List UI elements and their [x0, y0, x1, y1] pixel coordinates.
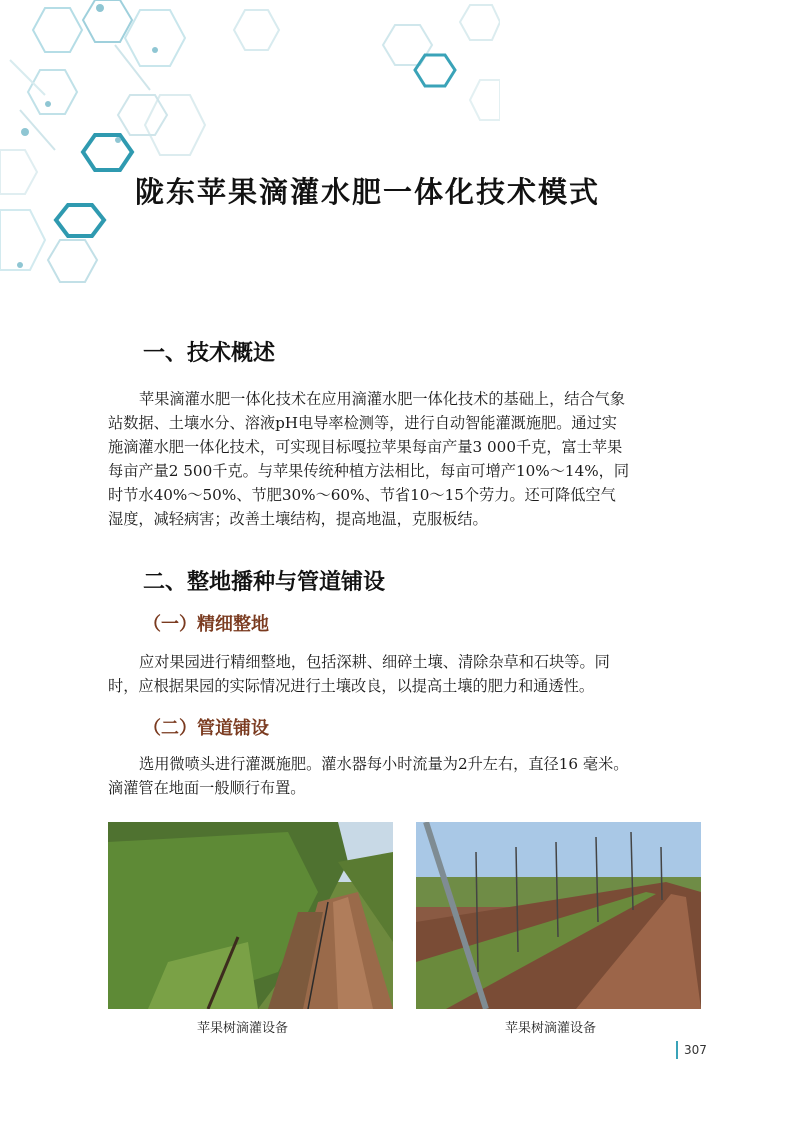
page-title: 陇东苹果滴灌水肥一体化技术模式 — [135, 175, 601, 209]
paragraph-line: 时节水40%～50%、节肥30%～60%、节省10～15个劳力。还可降低空气 — [108, 486, 616, 504]
orchard-drip-photo-1 — [108, 822, 393, 1009]
paragraph-line: 站数据、土壤水分、溶液pH电导率检测等，进行自动智能灌溉施肥。通过实 — [108, 414, 617, 432]
paragraph-line: 时，应根据果园的实际情况进行土壤改良，以提高土壤的肥力和通透性。 — [108, 677, 594, 695]
paragraph-line: 滴灌管在地面一般顺行布置。 — [108, 779, 306, 797]
pipeline-paragraph — [108, 752, 698, 800]
paragraph-line: 每亩产量2 500千克。与苹果传统种植方法相比，每亩可增产10%～14%，同 — [108, 462, 630, 480]
orchard-drip-photo-2 — [416, 822, 701, 1009]
paragraph-line: 施滴灌水肥一体化技术，可实现目标嘎拉苹果每亩产量3 000千克，富士苹果 — [108, 438, 623, 456]
paragraph-line: 应对果园进行精细整地，包括深耕、细碎土壤、清除杂草和石块等。同 — [139, 653, 610, 671]
page-number: 307 — [676, 1041, 707, 1059]
paragraph-line: 苹果滴灌水肥一体化技术在应用滴灌水肥一体化技术的基础上，结合气象 — [139, 390, 625, 408]
figure-caption-2: 苹果树滴灌设备 — [505, 1021, 597, 1036]
section-heading-overview: 一、技术概述 — [143, 341, 276, 366]
fine-tillage-paragraph — [108, 650, 698, 698]
paragraph-line: 选用微喷头进行灌溉施肥。灌水器每小时流量为2升左右，直径16 毫米。 — [139, 755, 629, 773]
section-heading-land-prep: 二、整地播种与管道铺设 — [143, 570, 386, 595]
figure-caption-1: 苹果树滴灌设备 — [197, 1021, 289, 1036]
subsection-heading-fine-tillage: （一）精细整地 — [143, 614, 269, 635]
hexagon-decoration — [0, 0, 500, 300]
subsection-heading-pipeline: （二）管道铺设 — [143, 718, 269, 739]
overview-paragraph — [108, 387, 698, 531]
paragraph-line: 湿度，减轻病害；改善土壤结构，提高地温，克服板结。 — [108, 510, 488, 528]
